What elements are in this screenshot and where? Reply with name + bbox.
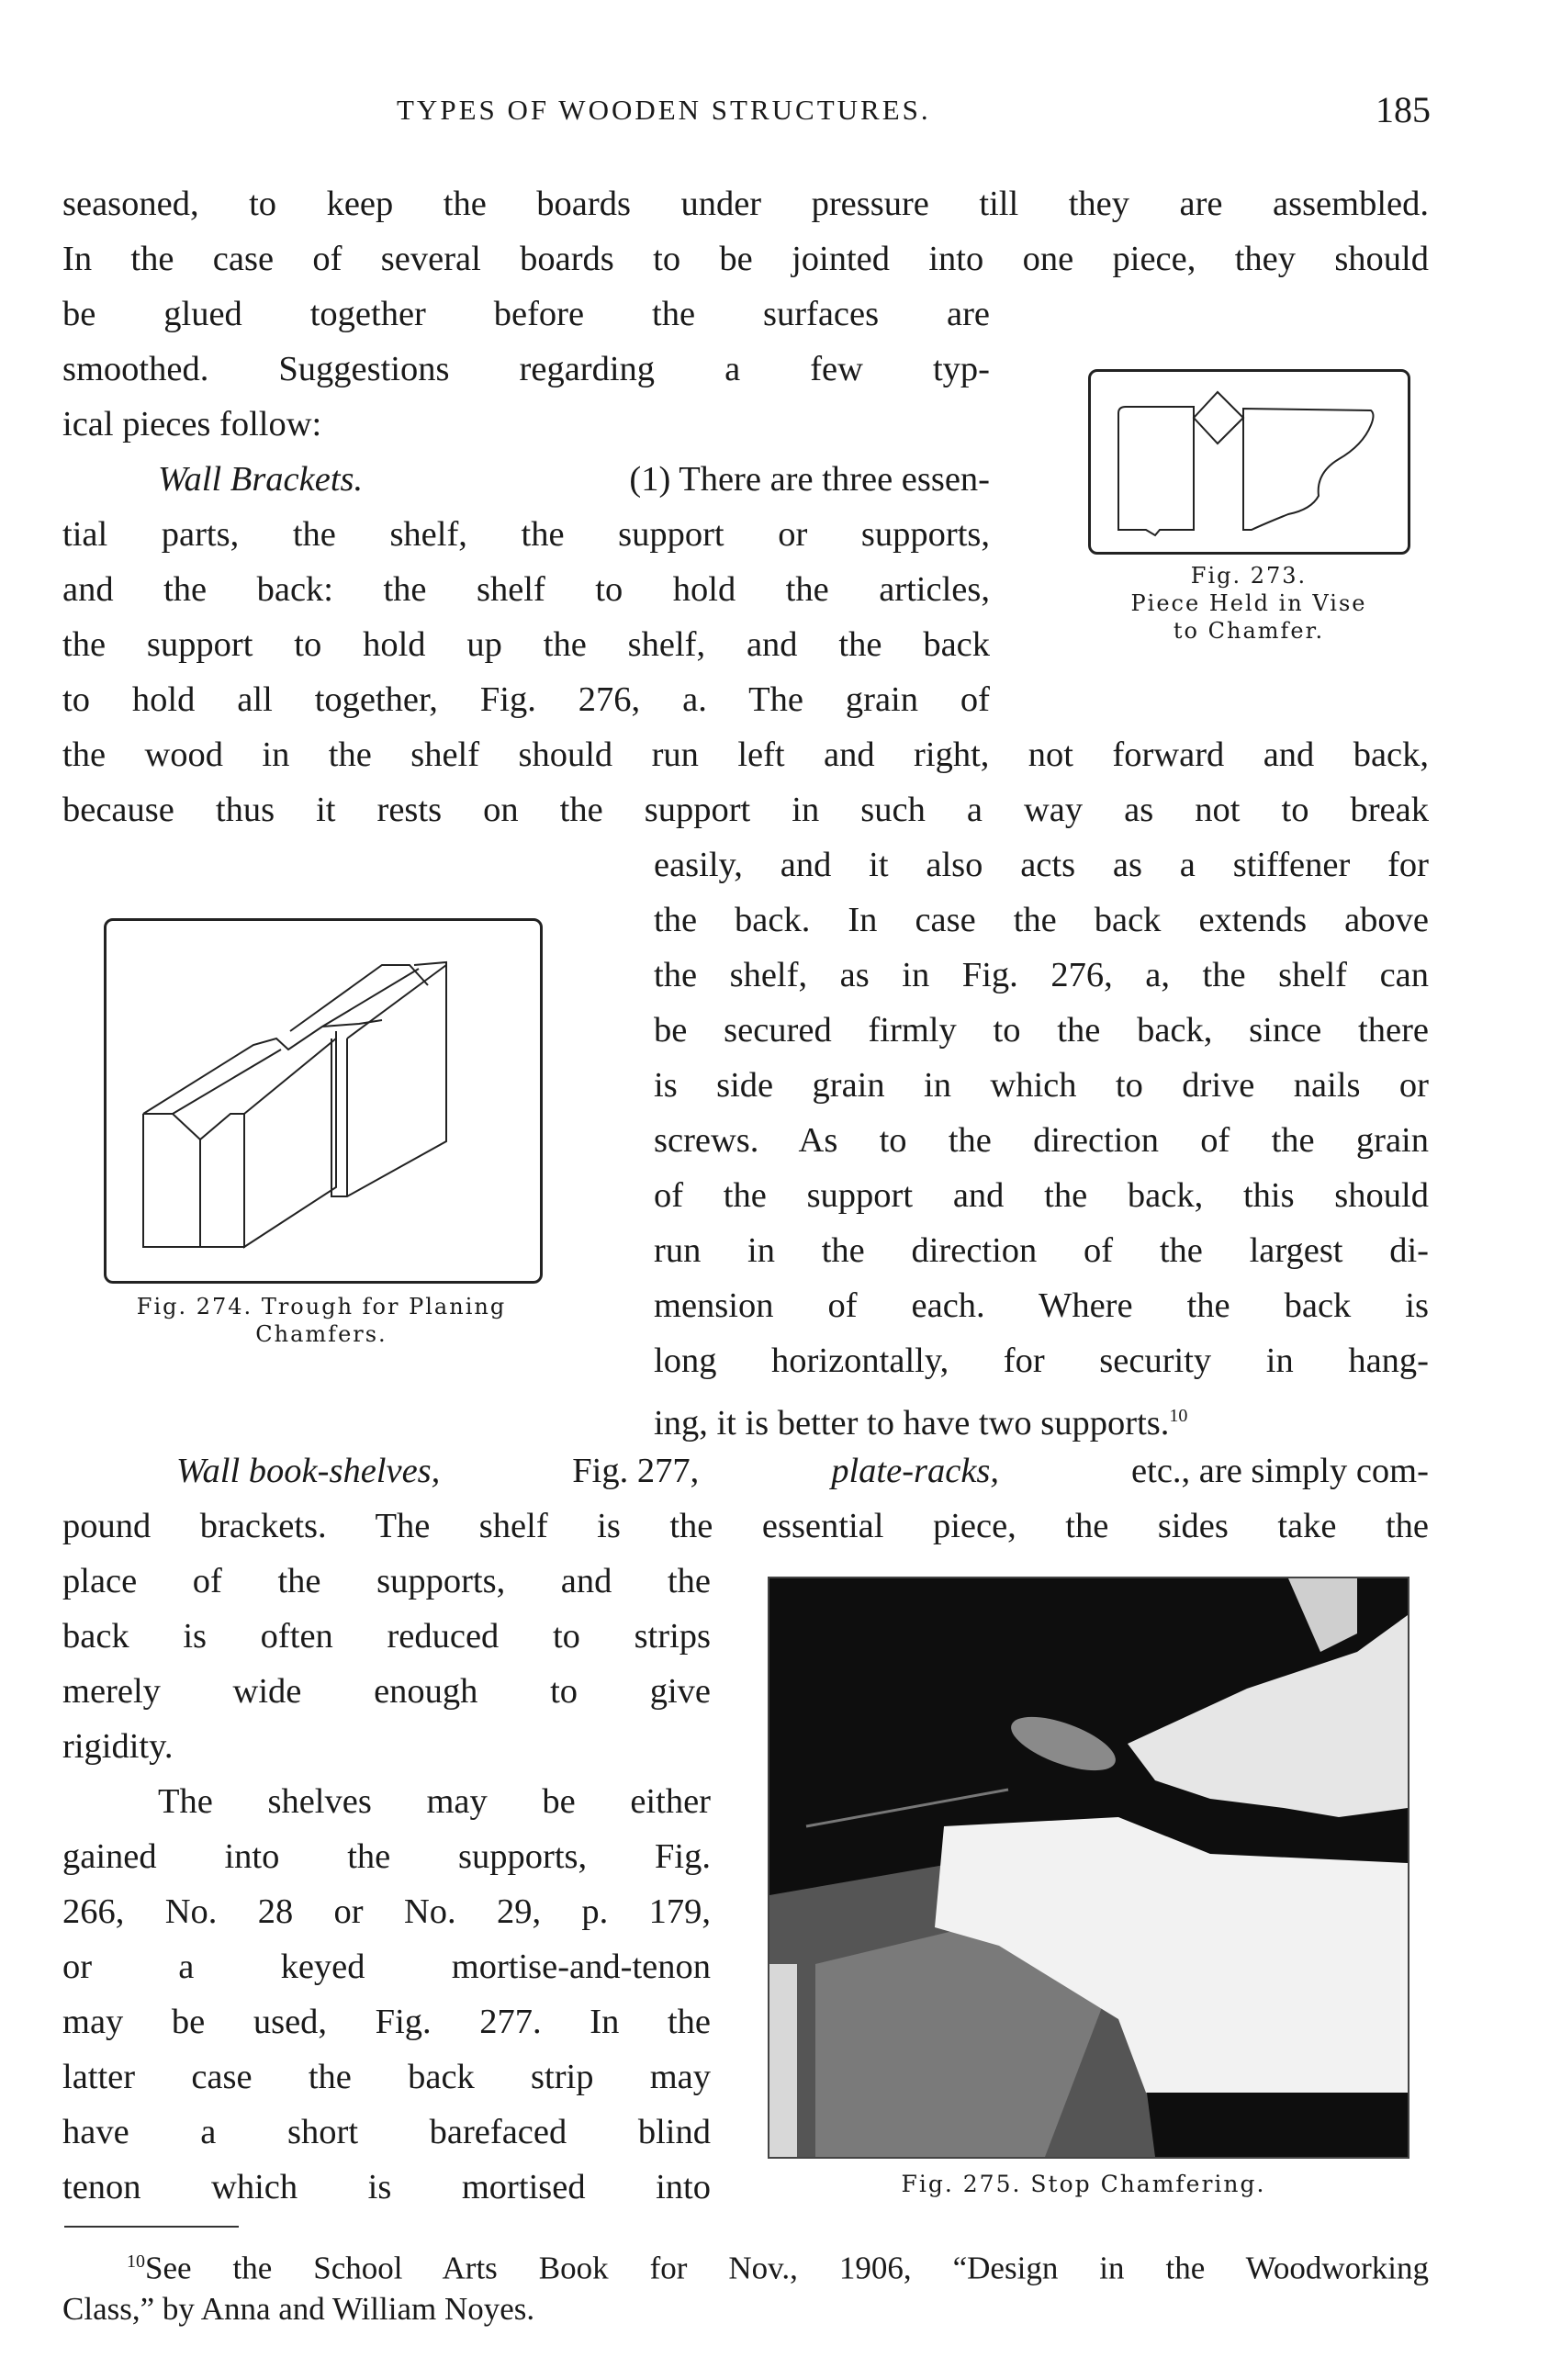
text-line: the support to hold up the shelf, and the back <box>62 625 990 664</box>
text-line: rigidity. <box>62 1727 174 1766</box>
text-line: of the support and the back, this should <box>654 1176 1429 1215</box>
footnote-line: Class,” by Anna and William Noyes. <box>62 2291 535 2327</box>
figure-274-caption-line: Trough for Planing <box>261 1294 507 1319</box>
figure-273-label: Fig. 273. <box>1190 563 1308 589</box>
text-span: ing, it is better to have two supports. <box>654 1403 1170 1443</box>
footnote-text: See the School Arts Book for Nov., 1906, “Design in the Woodworking <box>145 2250 1429 2286</box>
text-line: the shelf, as in Fig. 276, a, the shelf can <box>654 956 1429 994</box>
figure-275-caption-line: Stop Chamfering. <box>1030 2171 1266 2197</box>
figure-275-label: Fig. 275. <box>901 2171 1022 2197</box>
text-line: run in the direction of the largest di- <box>654 1231 1429 1270</box>
footnote-rule <box>64 2226 239 2228</box>
figure-274-diagram <box>104 918 543 1284</box>
text-line: tenon which is mortised into <box>62 2168 711 2206</box>
text-line: latter case the back strip may <box>62 2058 711 2096</box>
text-line: 266, No. 28 or No. 29, p. 179, <box>62 1892 711 1931</box>
text-span: (1) There are three essen- <box>629 460 990 499</box>
text-line: to hold all together, Fig. 276, a. The grain of <box>62 680 990 719</box>
figure-273-diagram <box>1088 369 1410 555</box>
text-line: or a keyed mortise-and-tenon <box>62 1948 711 1986</box>
text-line: and the back: the shelf to hold the articles, <box>62 570 990 609</box>
text-line: place of the supports, and the <box>62 1562 711 1600</box>
page-number: 185 <box>1376 89 1431 130</box>
text-line: ical pieces follow: <box>62 405 322 443</box>
wall-book-shelves-term: Wall book-shelves, <box>176 1452 441 1490</box>
text-line: be secured firmly to the back, since there <box>654 1011 1429 1050</box>
running-head: TYPES OF WOODEN STRUCTURES. <box>397 94 931 126</box>
text-line: long horizontally, for security in hang- <box>654 1342 1429 1380</box>
text-line: is side grain in which to drive nails or <box>654 1066 1429 1105</box>
page-header <box>0 84 1561 140</box>
text-line: tial parts, the shelf, the support or supports, <box>62 515 990 554</box>
text-line <box>654 1388 1187 1451</box>
text-line: seasoned, to keep the boards under pressure till they are assembled. <box>62 185 1429 223</box>
text-line: because thus it rests on the support in such a way as not to break <box>62 791 1429 829</box>
trough-drawing <box>107 921 540 1281</box>
figure-275-photo <box>768 1577 1409 2159</box>
text-line: the wood in the shelf should run left and right, not forward and back, <box>62 735 1429 774</box>
footnote-line <box>127 2239 1429 2292</box>
text-line <box>176 1443 1429 1499</box>
wall-brackets-heading: Wall Brackets. <box>158 460 364 499</box>
figure-274-label: Fig. 274. <box>136 1294 253 1319</box>
footnote-marker: 10 <box>127 2251 145 2272</box>
text-line: smoothed. Suggestions regarding a few typ- <box>62 350 990 388</box>
footnote-reference: 10 <box>1169 1406 1188 1426</box>
stop-chamfering-photo <box>769 1578 1408 2157</box>
figure-273-caption <box>1079 562 1419 645</box>
text-line: merely wide enough to give <box>62 1672 711 1711</box>
text-line: easily, and it also acts as a stiffener for <box>654 846 1429 884</box>
text-line <box>158 452 990 507</box>
text-span: etc., are simply com- <box>1131 1452 1429 1490</box>
text-line: The shelves may be either <box>158 1782 711 1821</box>
figure-273-caption-line: to Chamfer. <box>1173 618 1325 644</box>
text-line: screws. As to the direction of the grain <box>654 1121 1429 1160</box>
figure-275-caption <box>826 2171 1341 2198</box>
text-line: the back. In case the back extends above <box>654 901 1429 939</box>
text-span: Fig. 277, <box>572 1452 700 1490</box>
text-line: mension of each. Where the back is <box>654 1286 1429 1325</box>
text-line: In the case of several boards to be jointed into one piece, they should <box>62 240 1429 278</box>
text-line: back is often reduced to strips <box>62 1617 711 1656</box>
text-line: be glued together before the surfaces are <box>62 295 990 333</box>
plate-racks-term: plate-racks, <box>831 1452 1000 1490</box>
text-line: may be used, Fig. 277. In the <box>62 2003 711 2041</box>
text-line: have a short barefaced blind <box>62 2113 711 2151</box>
figure-273-caption-line: Piece Held in Vise <box>1130 590 1367 616</box>
vise-chamfer-drawing <box>1091 372 1408 552</box>
text-line: gained into the supports, Fig. <box>62 1837 711 1876</box>
figure-274-caption-line: Chamfers. <box>255 1321 387 1347</box>
text-line: pound brackets. The shelf is the essential piece, the sides take the <box>62 1507 1429 1545</box>
figure-274-caption <box>64 1293 578 1348</box>
